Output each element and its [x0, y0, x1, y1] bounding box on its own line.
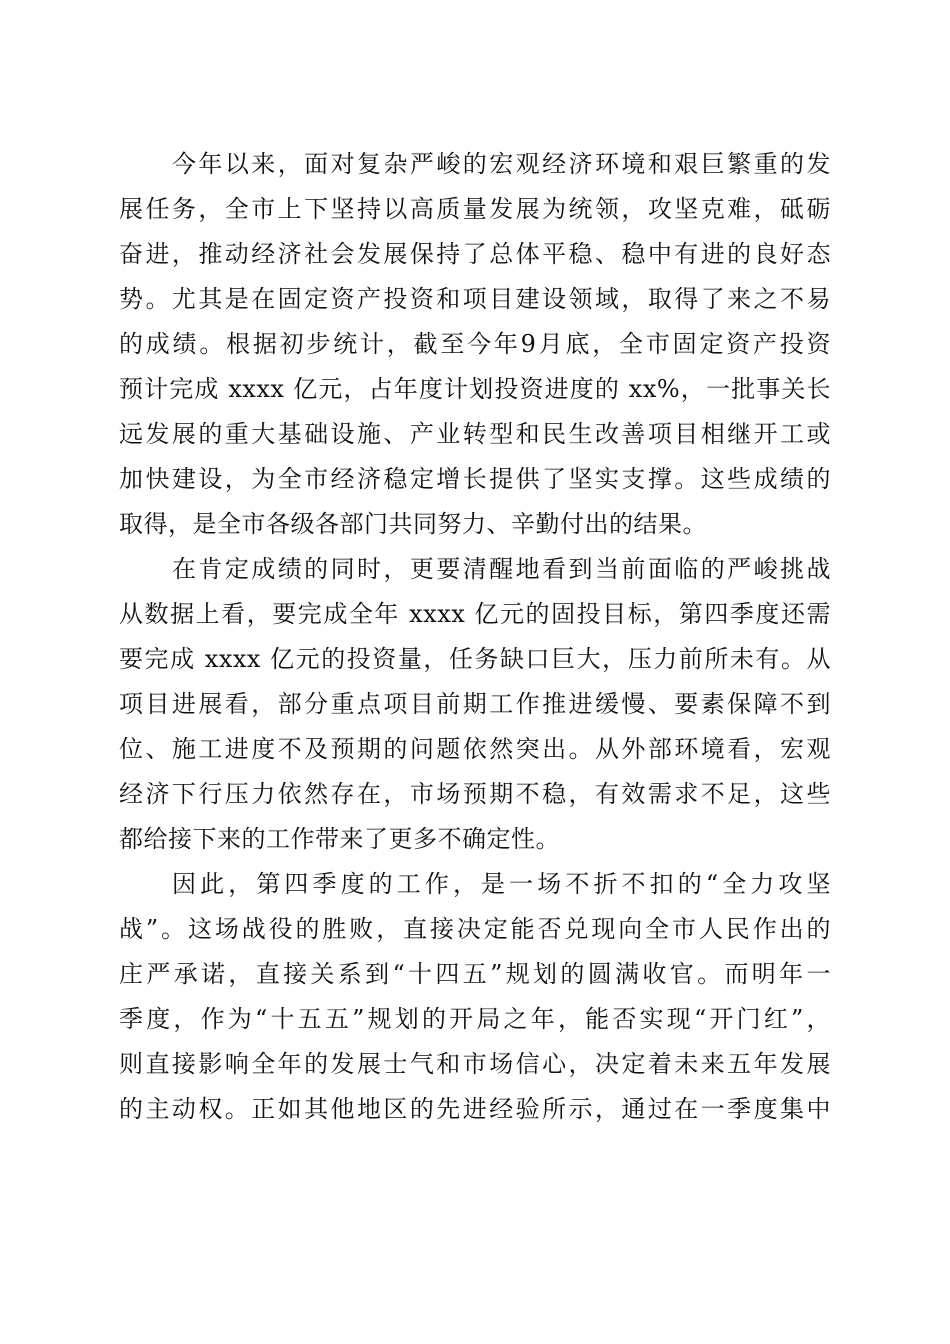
text-line: 则直接影响全年的发展士气和市场信心，决定着未来五年发展	[119, 1050, 831, 1078]
text-line: 在肯定成绩的同时，更要清醒地看到当前面临的严峻挑战	[172, 555, 831, 583]
text-line: 庄严承诺，直接关系到“十四五”规划的圆满收官。而明年一	[119, 960, 831, 988]
text-line: 从数据上看，要完成全年 xxxx 亿元的固投目标，第四季度还需	[119, 600, 831, 628]
text-line: 加快建设，为全市经济稳定增长提供了坚实支撑。这些成绩的	[119, 465, 831, 493]
text-line: 因此，第四季度的工作，是一场不折不扣的“全力攻坚	[172, 870, 831, 898]
text-line: 今年以来，面对复杂严峻的宏观经济环境和艰巨繁重的发	[172, 150, 831, 178]
document-body	[119, 142, 831, 1132]
text-line: 要完成 xxxx 亿元的投资量，任务缺口巨大，压力前所未有。从	[119, 645, 831, 673]
text-line: 展任务，全市上下坚持以高质量发展为统领，攻坚克难，砥砺	[119, 195, 831, 223]
text-line: 季度，作为“十五五”规划的开局之年，能否实现“开门红”，	[119, 1005, 831, 1033]
text-line: 位、施工进度不及预期的问题依然突出。从外部环境看，宏观	[119, 735, 831, 763]
text-line: 取得，是全市各级各部门共同努力、辛勤付出的结果。	[119, 510, 707, 538]
text-line: 奋进，推动经济社会发展保持了总体平稳、稳中有进的良好态	[119, 240, 831, 268]
text-line: 预计完成 xxxx 亿元，占年度计划投资进度的 xx%，一批事关长	[119, 375, 831, 403]
paragraph-1	[119, 142, 831, 547]
paragraph-2	[119, 547, 831, 862]
text-line: 经济下行压力依然存在，市场预期不稳，有效需求不足，这些	[119, 780, 831, 808]
text-line: 都给接下来的工作带来了更多不确定性。	[119, 825, 560, 853]
text-line: 战”。这场战役的胜败，直接决定能否兑现向全市人民作出的	[119, 915, 831, 943]
text-line: 势。尤其是在固定资产投资和项目建设领域，取得了来之不易	[119, 285, 831, 313]
text-line: 的主动权。正如其他地区的先进经验所示，通过在一季度集中	[119, 1095, 831, 1123]
text-line: 远发展的重大基础设施、产业转型和民生改善项目相继开工或	[119, 420, 831, 448]
text-line: 项目进展看，部分重点项目前期工作推进缓慢、要素保障不到	[119, 690, 831, 718]
text-line: 的成绩。根据初步统计，截至今年9月底，全市固定资产投资	[119, 330, 831, 358]
paragraph-3	[119, 862, 831, 1132]
